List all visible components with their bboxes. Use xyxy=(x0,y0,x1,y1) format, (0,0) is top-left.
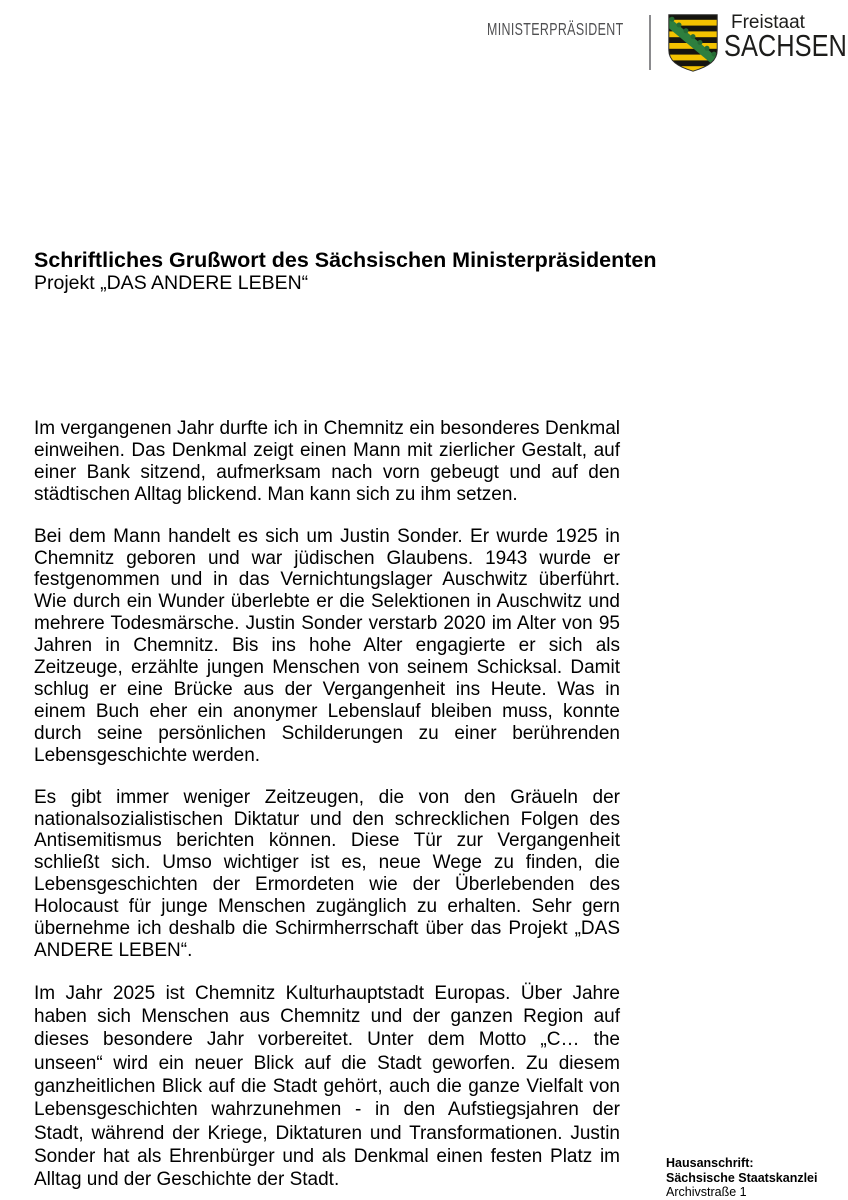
wordmark-freistaat: Freistaat xyxy=(731,12,805,33)
footer-address-street: Archivstraße 1 xyxy=(666,1185,747,1199)
paragraph-1: Im vergangenen Jahr durfte ich in Chemnitz ein besonderes Denkmal einweihen. Das Denkmal zeigt einen Mann mit zierlicher Gestalt, auf einer Bank sitzend, aufmerksam nach vorn gebeugt und auf den städtischen Alltag blickend. Man kann sich zu ihm setzen. xyxy=(34,418,620,505)
paragraph-4: Im Jahr 2025 ist Chemnitz Kulturhauptstadt Europas. Über Jahre haben sich Menschen aus Chemnitz und der ganzen Region auf dieses besondere Jahr vorbereitet. Unter dem Motto „C… the unseen“ wird ein neuer Blick auf die Stadt geworfen. Zu diesem ganzheitlichen Blick auf die Stadt gehört, auch die ganze Vielfalt von Lebensgeschichten wahrzunehmen - in den Aufstiegsjahren der Stadt, während der Kriege, Diktaturen und Transformationen. Justin Sonder hat als Ehrenbürger und als Denkmal einen festen Platz im Alltag und der Geschichte der Stadt. xyxy=(34,982,620,1191)
footer-address xyxy=(666,1156,817,1200)
saxony-coat-of-arms-icon xyxy=(668,14,718,72)
title-block xyxy=(34,248,657,294)
footer-address-label: Hausanschrift: xyxy=(666,1156,754,1170)
body-text xyxy=(34,418,620,1200)
wordmark-sachsen: SACHSEN xyxy=(724,28,847,63)
paragraph-3: Es gibt immer weniger Zeitzeugen, die von den Gräueln der nationalsozialistischen Diktatur und den schrecklichen Folgen des Antisemitismus berichten können. Diese Tür zur Vergangenheit schließt sich. Umso wichtiger ist es, neue Wege zu finden, die Lebensgeschichten der Ermordeten wie der Überlebenden des Holocaust für junge Menschen zugänglich zu erhalten. Sehr gern übernehme ich deshalb die Schirmherrschaft über das Projekt „DAS ANDERE LEBEN“. xyxy=(34,786,620,961)
document-title: Schriftliches Grußwort des Sächsischen Ministerpräsidenten xyxy=(34,248,657,272)
header-divider xyxy=(649,15,651,70)
office-label: MINISTERPRÄSIDENT xyxy=(487,19,624,39)
footer-address-org: Sächsische Staatskanzlei xyxy=(666,1170,818,1185)
state-wordmark xyxy=(724,12,848,63)
document-subtitle: Projekt „DAS ANDERE LEBEN“ xyxy=(34,272,309,294)
paragraph-2: Bei dem Mann handelt es sich um Justin Sonder. Er wurde 1925 in Chemnitz geboren und war jüdischen Glaubens. 1943 wurde er festgenommen und in das Vernichtungslager Auschwitz überführt. Wie durch ein Wunder überlebte er die Selektionen in Auschwitz und mehrere Todesmärsche. Justin Sonder verstarb 2020 im Alter von 95 Jahren in Chemnitz. Bis ins hohe Alter engagierte er sich als Zeitzeuge, erzählte jungen Menschen von seinem Schicksal. Damit schlug er eine Brücke aus der Vergangenheit ins Heute. Was in einem Buch eher ein anonymer Lebenslauf bleiben muss, konnte durch seine persönlichen Schilderungen zu einer berührenden Lebensgeschichte werden. xyxy=(34,525,620,766)
